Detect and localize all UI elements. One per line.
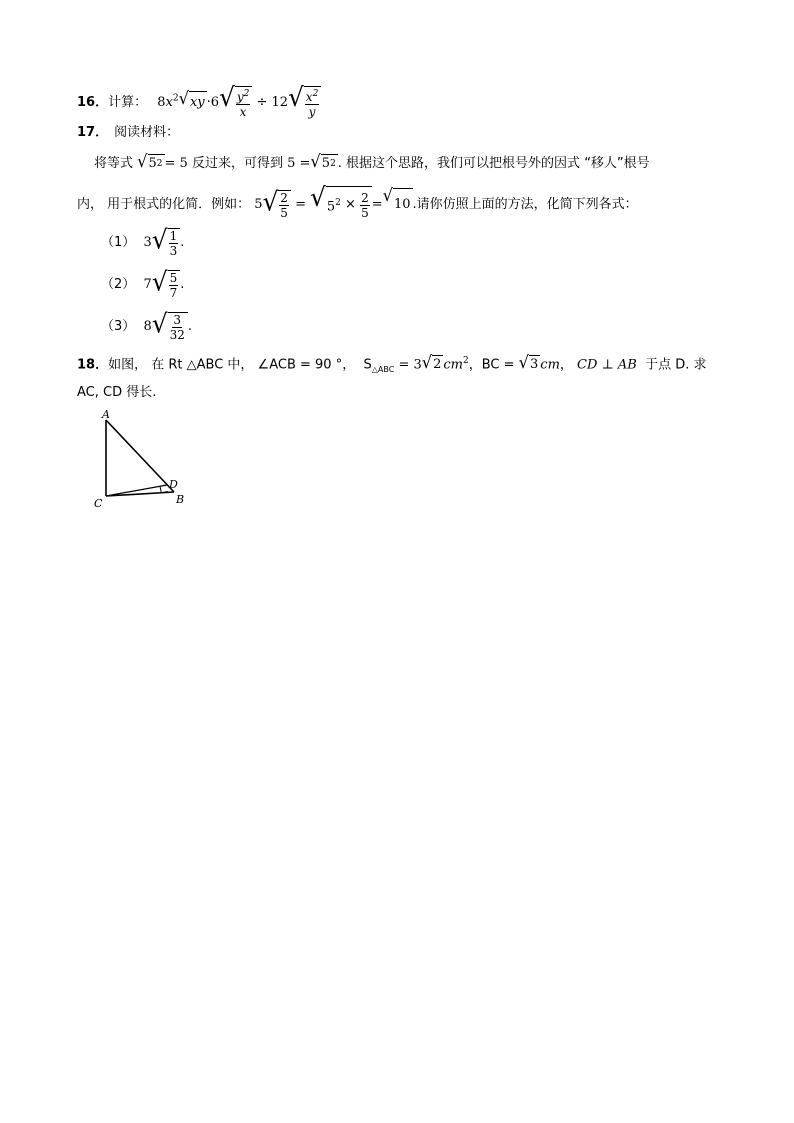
label-a: A — [102, 408, 110, 421]
question-number: 18． — [77, 357, 109, 373]
label-d: D — [169, 478, 178, 491]
label-c: C — [94, 497, 103, 510]
question-number: 17． — [77, 125, 109, 140]
question-label: 计算： — [108, 95, 148, 110]
side-ab — [106, 420, 174, 492]
question-17-header — [77, 124, 179, 142]
question-18-line-1: 18．如图， 在 Rt △ABC 中， ∠ACB = 90 °， $S_{\triangle ABC} = 3$ √ 2 $cm^2$，BC = √ 3 cm， CD ⊥ AB 于点 D. 求 — [77, 352, 707, 374]
question-17-item-2: （2） 7 √ $\frac{5}{7}$ . — [101, 265, 185, 300]
question-17-paragraph-1: 将等式 √ 5 2 = 5 反过来，可得到 5 = √ 5 2 . 根据这个思路，我们可以把根号外的因式 “移人”根号 — [94, 151, 650, 172]
question-18-line-2: AC, CD 得长. — [77, 385, 157, 400]
question-title: 阅读材料： — [114, 125, 180, 140]
question-17-item-1: （1） 3 √ $\frac{1}{3}$ . — [101, 223, 185, 258]
question-number: 16． — [77, 95, 109, 110]
label-b: B — [176, 493, 185, 506]
right-angle-mark — [160, 486, 168, 493]
question-16 — [77, 82, 321, 119]
question-17-paragraph-2: 内， 用于根式的化简．例如： 5 √ $\frac{2}{5}$ = √ $5^2$ × $\frac{2}{5}$ = √ 10 .请你仿照上面的方法，化简下列各式： — [77, 186, 638, 223]
math-expression: $8x^2$ √ xy ·6 √ $\frac{y^2}{x}$ ÷ 12 √ $\frac{x^2}{y}$ — [157, 95, 321, 110]
triangle-figure — [90, 408, 210, 518]
question-17-item-3: （3） 8 √ $\frac{3}{32}$ . — [101, 307, 192, 342]
